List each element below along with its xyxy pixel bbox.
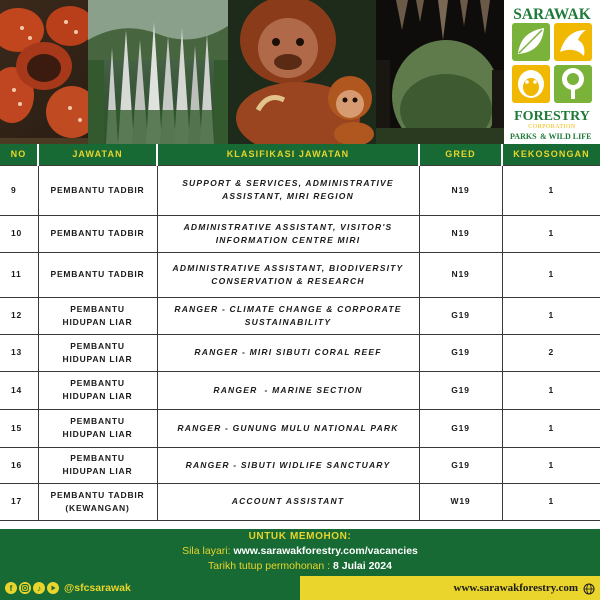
apply-closing-line (0, 560, 600, 572)
cell-gred: G19 (419, 371, 502, 409)
cell-klasifikasi (157, 165, 419, 215)
jawatan-line: HIDUPAN LIAR (62, 429, 133, 439)
table-row (0, 334, 600, 371)
klasifikasi-line: ADMINISTRATIVE ASSISTANT, VISITOR'S (183, 221, 393, 232)
cell-gred: N19 (419, 215, 502, 252)
cell-jawatan (38, 215, 157, 252)
klasifikasi-line: RANGER - CLIMATE CHANGE & CORPORATE (174, 303, 402, 314)
jawatan-line: PEMBANTU (70, 453, 125, 463)
jawatan-line: PEMBANTU (70, 303, 125, 314)
cell-kekosongan: 1 (502, 409, 600, 447)
logo-text-line1: SARAWAK (513, 6, 591, 23)
cell-gred: W19 (419, 483, 502, 520)
cell-gred: G19 (419, 297, 502, 334)
table-row (0, 165, 600, 215)
vacancy-table-container (0, 144, 600, 529)
jawatan-line: PEMBANTU (70, 416, 125, 426)
klasifikasi-line: CONSERVATION & RESEARCH (211, 275, 365, 286)
jawatan-line: PEMBANTU TADBIR (50, 489, 145, 500)
jawatan-line: PEMBANTU TADBIR (50, 228, 145, 238)
cell-gred: N19 (419, 252, 502, 297)
jawatan-line: HIDUPAN LIAR (62, 316, 133, 327)
klasifikasi-line: INFORMATION CENTRE MIRI (215, 234, 361, 245)
cell-klasifikasi (157, 483, 419, 520)
klasifikasi-line: RANGER - SIBUTI WIDLIFE SANCTUARY (185, 459, 391, 470)
header-banner (0, 0, 600, 144)
cell-jawatan (38, 334, 157, 371)
header-kekosongan: KEKOSONGAN (502, 144, 600, 165)
cell-jawatan (38, 409, 157, 447)
website-link[interactable]: www.sarawakforestry.com (453, 582, 578, 594)
cell-kekosongan: 1 (502, 483, 600, 520)
jawatan-line: HIDUPAN LIAR (62, 391, 133, 401)
closing-date: 8 Julai 2024 (332, 560, 392, 572)
globe-icon (583, 582, 595, 594)
footer-website-block (300, 576, 600, 600)
header-jawatan: JAWATAN (38, 144, 157, 165)
cell-klasifikasi (157, 409, 419, 447)
cell-kekosongan: 1 (502, 371, 600, 409)
vacancy-table (0, 144, 600, 521)
youtube-icon[interactable] (47, 582, 59, 594)
jawatan-line: (KEWANGAN) (65, 502, 130, 513)
cell-no: 13 (0, 334, 38, 371)
logo-text-line3: CORPORATION (528, 124, 576, 130)
klasifikasi-line: SUPPORT & SERVICES, ADMINISTRATIVE (182, 178, 394, 188)
cell-klasifikasi (157, 447, 419, 483)
social-links (5, 581, 131, 595)
klasifikasi-line: SUSTAINABILITY (244, 316, 332, 327)
header-klasifikasi: KLASIFIKASI JAWATAN (157, 144, 419, 165)
header-gred: GRED (419, 144, 502, 165)
cell-gred: G19 (419, 409, 502, 447)
cell-jawatan (38, 447, 157, 483)
jawatan-line: PEMBANTU (70, 340, 125, 351)
tiktok-icon[interactable]: ♪ (33, 582, 45, 594)
cell-klasifikasi (157, 252, 419, 297)
cell-kekosongan: 1 (502, 297, 600, 334)
cell-gred: N19 (419, 165, 502, 215)
cell-no: 12 (0, 297, 38, 334)
application-info (0, 529, 600, 576)
cell-no: 16 (0, 447, 38, 483)
apply-visit-line (0, 545, 600, 557)
jawatan-line: PEMBANTU TADBIR (50, 184, 145, 195)
footer-bar (0, 576, 600, 600)
cell-klasifikasi (157, 215, 419, 252)
cell-klasifikasi (157, 334, 419, 371)
header-no: NO (0, 144, 38, 165)
logo-text-line2: FORESTRY (514, 109, 590, 124)
table-row (0, 447, 600, 483)
cell-no: 10 (0, 215, 38, 252)
klasifikasi-line: ASSISTANT, MIRI REGION (222, 191, 354, 201)
logo-text-parks: PARKS (510, 132, 537, 141)
cell-klasifikasi (157, 371, 419, 409)
orangutan-photo (228, 0, 376, 144)
jawatan-line: PEMBANTU TADBIR (50, 269, 145, 279)
sarawak-forestry-logo (504, 0, 600, 144)
klasifikasi-line: RANGER - GUNUNG MULU NATIONAL PARK (177, 422, 399, 433)
table-row (0, 409, 600, 447)
cell-no: 11 (0, 252, 38, 297)
pinnacles-photo (88, 0, 228, 144)
instagram-icon[interactable] (19, 582, 31, 594)
cell-kekosongan: 1 (502, 447, 600, 483)
rafflesia-photo (0, 0, 88, 144)
table-header-row (0, 144, 600, 165)
cell-jawatan (38, 165, 157, 215)
cell-no: 14 (0, 371, 38, 409)
cell-jawatan (38, 483, 157, 520)
table-row (0, 252, 600, 297)
cell-jawatan (38, 297, 157, 334)
apply-heading: UNTUK MEMOHON: (248, 531, 352, 542)
jawatan-line: HIDUPAN LIAR (62, 466, 133, 476)
table-row (0, 215, 600, 252)
visit-prefix: Sila layari: (182, 545, 234, 557)
cell-kekosongan: 1 (502, 165, 600, 215)
klasifikasi-line: ACCOUNT ASSISTANT (231, 496, 345, 506)
cell-kekosongan: 2 (502, 334, 600, 371)
klasifikasi-line: RANGER - MIRI SIBUTI CORAL REEF (194, 347, 382, 357)
jawatan-line: PEMBANTU (70, 378, 125, 388)
cell-no: 15 (0, 409, 38, 447)
vacancies-link[interactable]: www.sarawakforestry.com/vacancies (233, 545, 418, 557)
cell-gred: G19 (419, 447, 502, 483)
facebook-icon[interactable]: f (5, 582, 17, 594)
cell-no: 9 (0, 165, 38, 215)
cell-jawatan (38, 371, 157, 409)
logo-text-wildlife: & WILD LIFE (540, 132, 592, 141)
klasifikasi-line: RANGER - MARINE SECTION (213, 384, 363, 395)
table-row (0, 297, 600, 334)
cave-photo (376, 0, 504, 144)
table-row (0, 483, 600, 520)
klasifikasi-line: ADMINISTRATIVE ASSISTANT, BIODIVERSITY (172, 262, 404, 273)
cell-no: 17 (0, 483, 38, 520)
table-row (0, 371, 600, 409)
cell-jawatan (38, 252, 157, 297)
jawatan-line: HIDUPAN LIAR (62, 353, 133, 364)
cell-kekosongan: 1 (502, 252, 600, 297)
cell-kekosongan: 1 (502, 215, 600, 252)
cell-klasifikasi (157, 297, 419, 334)
closing-prefix: Tarikh tutup permohonan : (208, 560, 333, 572)
social-handle[interactable]: @sfcsarawak (64, 582, 131, 594)
cell-gred: G19 (419, 334, 502, 371)
